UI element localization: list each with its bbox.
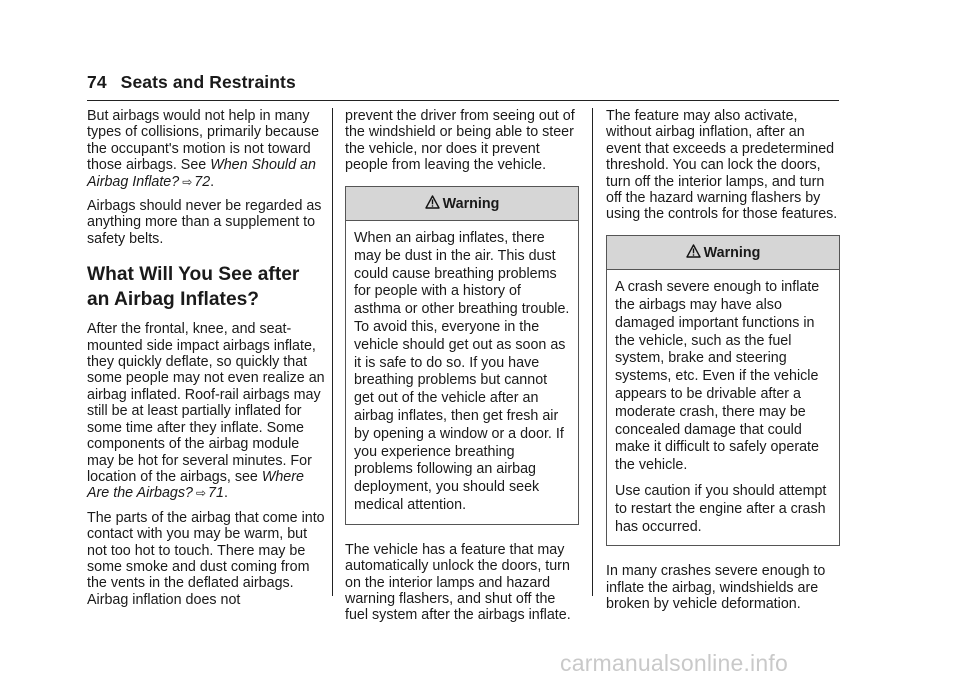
warning-text: When an airbag inflates, there may be dust in the air. This dust could cause breathing problems for people with a history of asthma or other breathing trouble. To avoid this, everyone in the vehicle should get out as soon as it is safe to do so. If you have breathing problems but cannot get out of the vehicle after an airbag inflates, then get fresh air by opening a window or a door. If you experience breathing problems following an airbag deployment, you should seek medical attention. — [354, 230, 570, 513]
paragraph: The vehicle has a feature that may automatically unlock the doors, turn on the interior lamps and hazard warning flashers, and shut off the fuel system after the airbags inflate. — [345, 541, 571, 624]
paragraph-text: But airbags would not help in many types of collisions, primarily because the occupant's motion is not toward those airbags. See — [87, 108, 320, 174]
header-divider — [87, 100, 839, 101]
column-divider — [332, 108, 333, 596]
paragraph-text: After the frontal, knee, and seat-mounted side impact airbags inflate, they quickly deflate, so quickly that some people may not even realize an airbag inflated. Roof-rail airbags may still be at least partially inflated for some time after they inflate. Some components of the airbag module may be hot for several minutes. For location of the airbags, see — [87, 321, 325, 485]
page-header — [87, 72, 296, 93]
warning-triangle-icon — [425, 195, 440, 213]
page-reference[interactable]: 71 — [208, 485, 224, 502]
period: . — [210, 173, 215, 190]
paragraph: prevent the driver from seeing out of the windshield or being able to steer the vehicle, nor does it prevent people from leaving the vehicle. — [345, 108, 575, 174]
page-reference[interactable]: 72 — [194, 173, 211, 190]
warning-body — [607, 270, 839, 545]
paragraph — [87, 108, 325, 190]
warning-text: Use caution if you should attempt to restart the engine after a crash has occurred. — [615, 483, 827, 535]
warning-text: A crash severe enough to inflate the airbags may have also damaged important functions in the vehicle, such as the fuel system, brake and steering systems, etc. Even if the vehicle appears to be drivable after a moderate crash, there may be concealed damage that could make it difficult to safely operate the vehicle. — [615, 279, 820, 474]
warning-header — [346, 187, 578, 221]
section-title: Seats and Restraints — [120, 72, 296, 92]
column-2 — [345, 108, 579, 632]
page-reference-arrow-icon: ⇨ — [182, 174, 193, 189]
warning-title: Warning — [442, 195, 500, 212]
cross-reference-link[interactable]: When Should an Airbag Inflate? — [87, 157, 316, 190]
period: . — [223, 485, 228, 502]
warning-title: Warning — [703, 244, 761, 261]
paragraph: The feature may also activate, without airbag inflation, after an event that exceeds a predetermined threshold. You can lock the doors, turn off the interior lamps, and turn off the hazard warning flashers by using the controls for those features. — [606, 108, 838, 223]
page-reference-arrow-icon: ⇨ — [195, 486, 207, 501]
column-3 — [606, 108, 840, 621]
warning-box — [606, 235, 840, 547]
warning-triangle-icon — [686, 244, 701, 262]
page-number: 74 — [87, 72, 107, 92]
cross-reference-link[interactable]: Where Are the Airbags? — [87, 468, 304, 502]
paragraph: The parts of the airbag that come into contact with you may be warm, but not too hot to touch. There may be some smoke and dust coming from the vents in the deflated airbags. Airbag inflation does not — [87, 509, 325, 608]
paragraph: In many crashes severe enough to inflate the airbag, windshields are broken by vehicle deformation. — [606, 563, 826, 613]
warning-header — [607, 236, 839, 270]
paragraph: Airbags should never be regarded as anything more than a supplement to safety belts. — [87, 198, 322, 247]
watermark: carmanualsonline.info — [560, 650, 788, 676]
warning-body — [346, 221, 578, 524]
paragraph — [87, 321, 325, 501]
column-divider — [592, 108, 593, 596]
column-1 — [87, 108, 325, 616]
warning-box — [345, 186, 579, 525]
section-heading: What Will You See after an Airbag Inflates? — [87, 264, 300, 311]
